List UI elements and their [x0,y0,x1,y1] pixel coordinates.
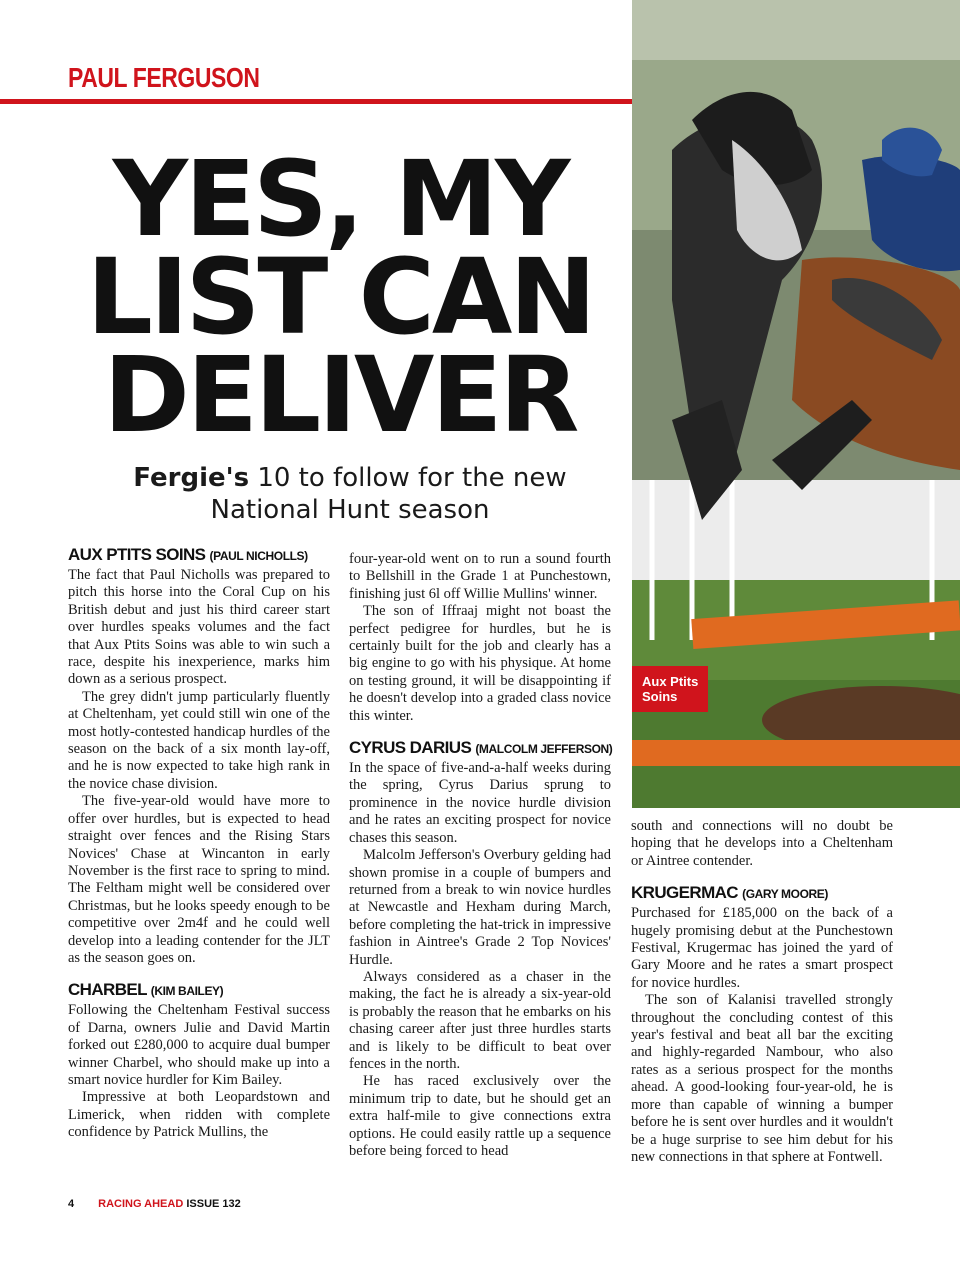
headline [60,138,620,456]
section-heading-cyrus-darius [349,739,611,758]
horse-name: KRUGERMAC [631,883,738,903]
paragraph: The grey didn't jump particularly fluently at Cheltenham, yet could still win one of the most hotly-contested handicap hurdles of the season on the back of a six month lay-off, and he is now expected to take high rank in the novice chase division. [68,688,330,792]
paragraph: The five-year-old would have more to offer over hurdles, but is expected to head straight over fences and the Rising Stars Novices' Chase at Wincanton in early November is the first race to spring to mind. The Feltham might well be considered over Christmas, but he looks speedy enough to be competitive over 2m4f and he could well develop into a leading contender for the JLT as the season goes on. [68,793,330,966]
author-rule [0,99,634,104]
photo-caption: Aux Ptits Soins [632,666,708,712]
horse-name: CHARBEL [68,980,147,1000]
section-heading-krugermac [631,884,893,903]
paragraph: Malcolm Jefferson's Overbury gelding had shown promise in a couple of bumpers and returned from a break to win novice hurdles at Newcastle and Hexham during March, before completing the hat-trick in impressive fashion in Aintree's Grade 2 Top Novices' Hurdle. [349,847,611,968]
paragraph: south and connections will no doubt be hoping that he develops into a Cheltenham or Aintree contender. [631,818,893,869]
section-heading-aux-ptits-soins [68,546,330,565]
page-footer [68,1198,241,1210]
trainer-name: (GARY MOORE) [742,887,828,902]
trainer-name: (KIM BAILEY) [150,984,224,999]
paragraph: The son of Iffraaj might not boast the perfect pedigree for hurdles, but he is certainly built for the job and clearly has a big engine to go with his physique. At home on testing ground, it will be disappointing if he doesn't develop into a graded class novice this winter. [349,603,611,724]
paragraph: Purchased for £185,000 on the back of a hugely promising debut at the Punchestown Festival, Krugermac has joined the yard of Gary Moore and he rates a smart prospect for novice hurdles. [631,905,893,991]
paragraph: In the space of five-and-a-half weeks during the spring, Cyrus Darius sprung to prominence in the novice hurdle division and he rates an exciting prospect for novice chases this season. [349,760,611,846]
trainer-name: (MALCOLM JEFFERSON) [475,742,613,757]
magazine-name: RACING AHEAD [98,1198,184,1210]
paragraph: four-year-old went on to run a sound fourth to Bellshill in the Grade 1 at Punchestown, finishing just 6l off Willie Mullins' winner. [349,551,611,602]
headline-line-1: YES, MY [112,138,568,260]
paragraph: The son of Kalanisi travelled strongly throughout the concluding contest of this year's festival and beat all bar the exciting and highly-regarded Nambour, who also rates as a serious prospect for the months ahead. A good-looking four-year-old, he is more than capable of winning a bumper before he is sent over hurdles and it wouldn't be a huge surprise to see him debut for his new connections in that sphere at Fontwell. [631,992,893,1165]
issue-number: ISSUE 132 [186,1198,241,1210]
paragraph: Following the Cheltenham Festival success of Darna, owners Julie and David Martin forked out £280,000 to acquire dual bumper winner Charbel, who should make up into a smart novice hurdler for Kim Bailey. [68,1002,330,1088]
paragraph: Always considered as a chaser in the making, the fact he is already a six-year-old is probably the reason that he embarks on his chasing career after just three hurdles starts and is likely to be difficult to beat over fences in the north. [349,968,611,1072]
horse-name: CYRUS DARIUS [349,738,472,758]
subhead-bold: Fergie's [133,463,250,493]
subheadline [60,462,640,526]
author-name: PAUL FERGUSON [68,62,260,93]
paragraph: The fact that Paul Nicholls was prepared to pitch this horse into the Coral Cup on his British debut and just his third career start over hurdles speaks volumes and the fact that Aux Ptits Soins was able to win such a race, despite his inexperience, marks him down as a serious prospect. [68,567,330,688]
subhead-line-2: National Hunt season [210,495,490,525]
headline-line-3: DELIVER [103,334,577,456]
section-heading-charbel [68,981,330,1000]
article-column-1 [68,546,330,1142]
subhead-line-1: 10 to follow for the new [249,463,567,493]
headline-line-2: LIST CAN [86,236,594,358]
article-column-2 [349,551,611,1160]
trainer-name: (PAUL NICHOLLS) [209,549,308,563]
page-number: 4 [68,1198,75,1210]
article-column-3 [631,818,893,1166]
paragraph: Impressive at both Leopardstown and Limerick, when ridden with complete confidence by Patrick Mullins, the [68,1089,330,1141]
horse-name: AUX PTITS SOINS [68,545,206,564]
paragraph: He has raced exclusively over the minimum trip to date, but he should get an extra half-mile to give connections extra options. He could easily rattle up a sequence before being forced to head [349,1073,611,1159]
